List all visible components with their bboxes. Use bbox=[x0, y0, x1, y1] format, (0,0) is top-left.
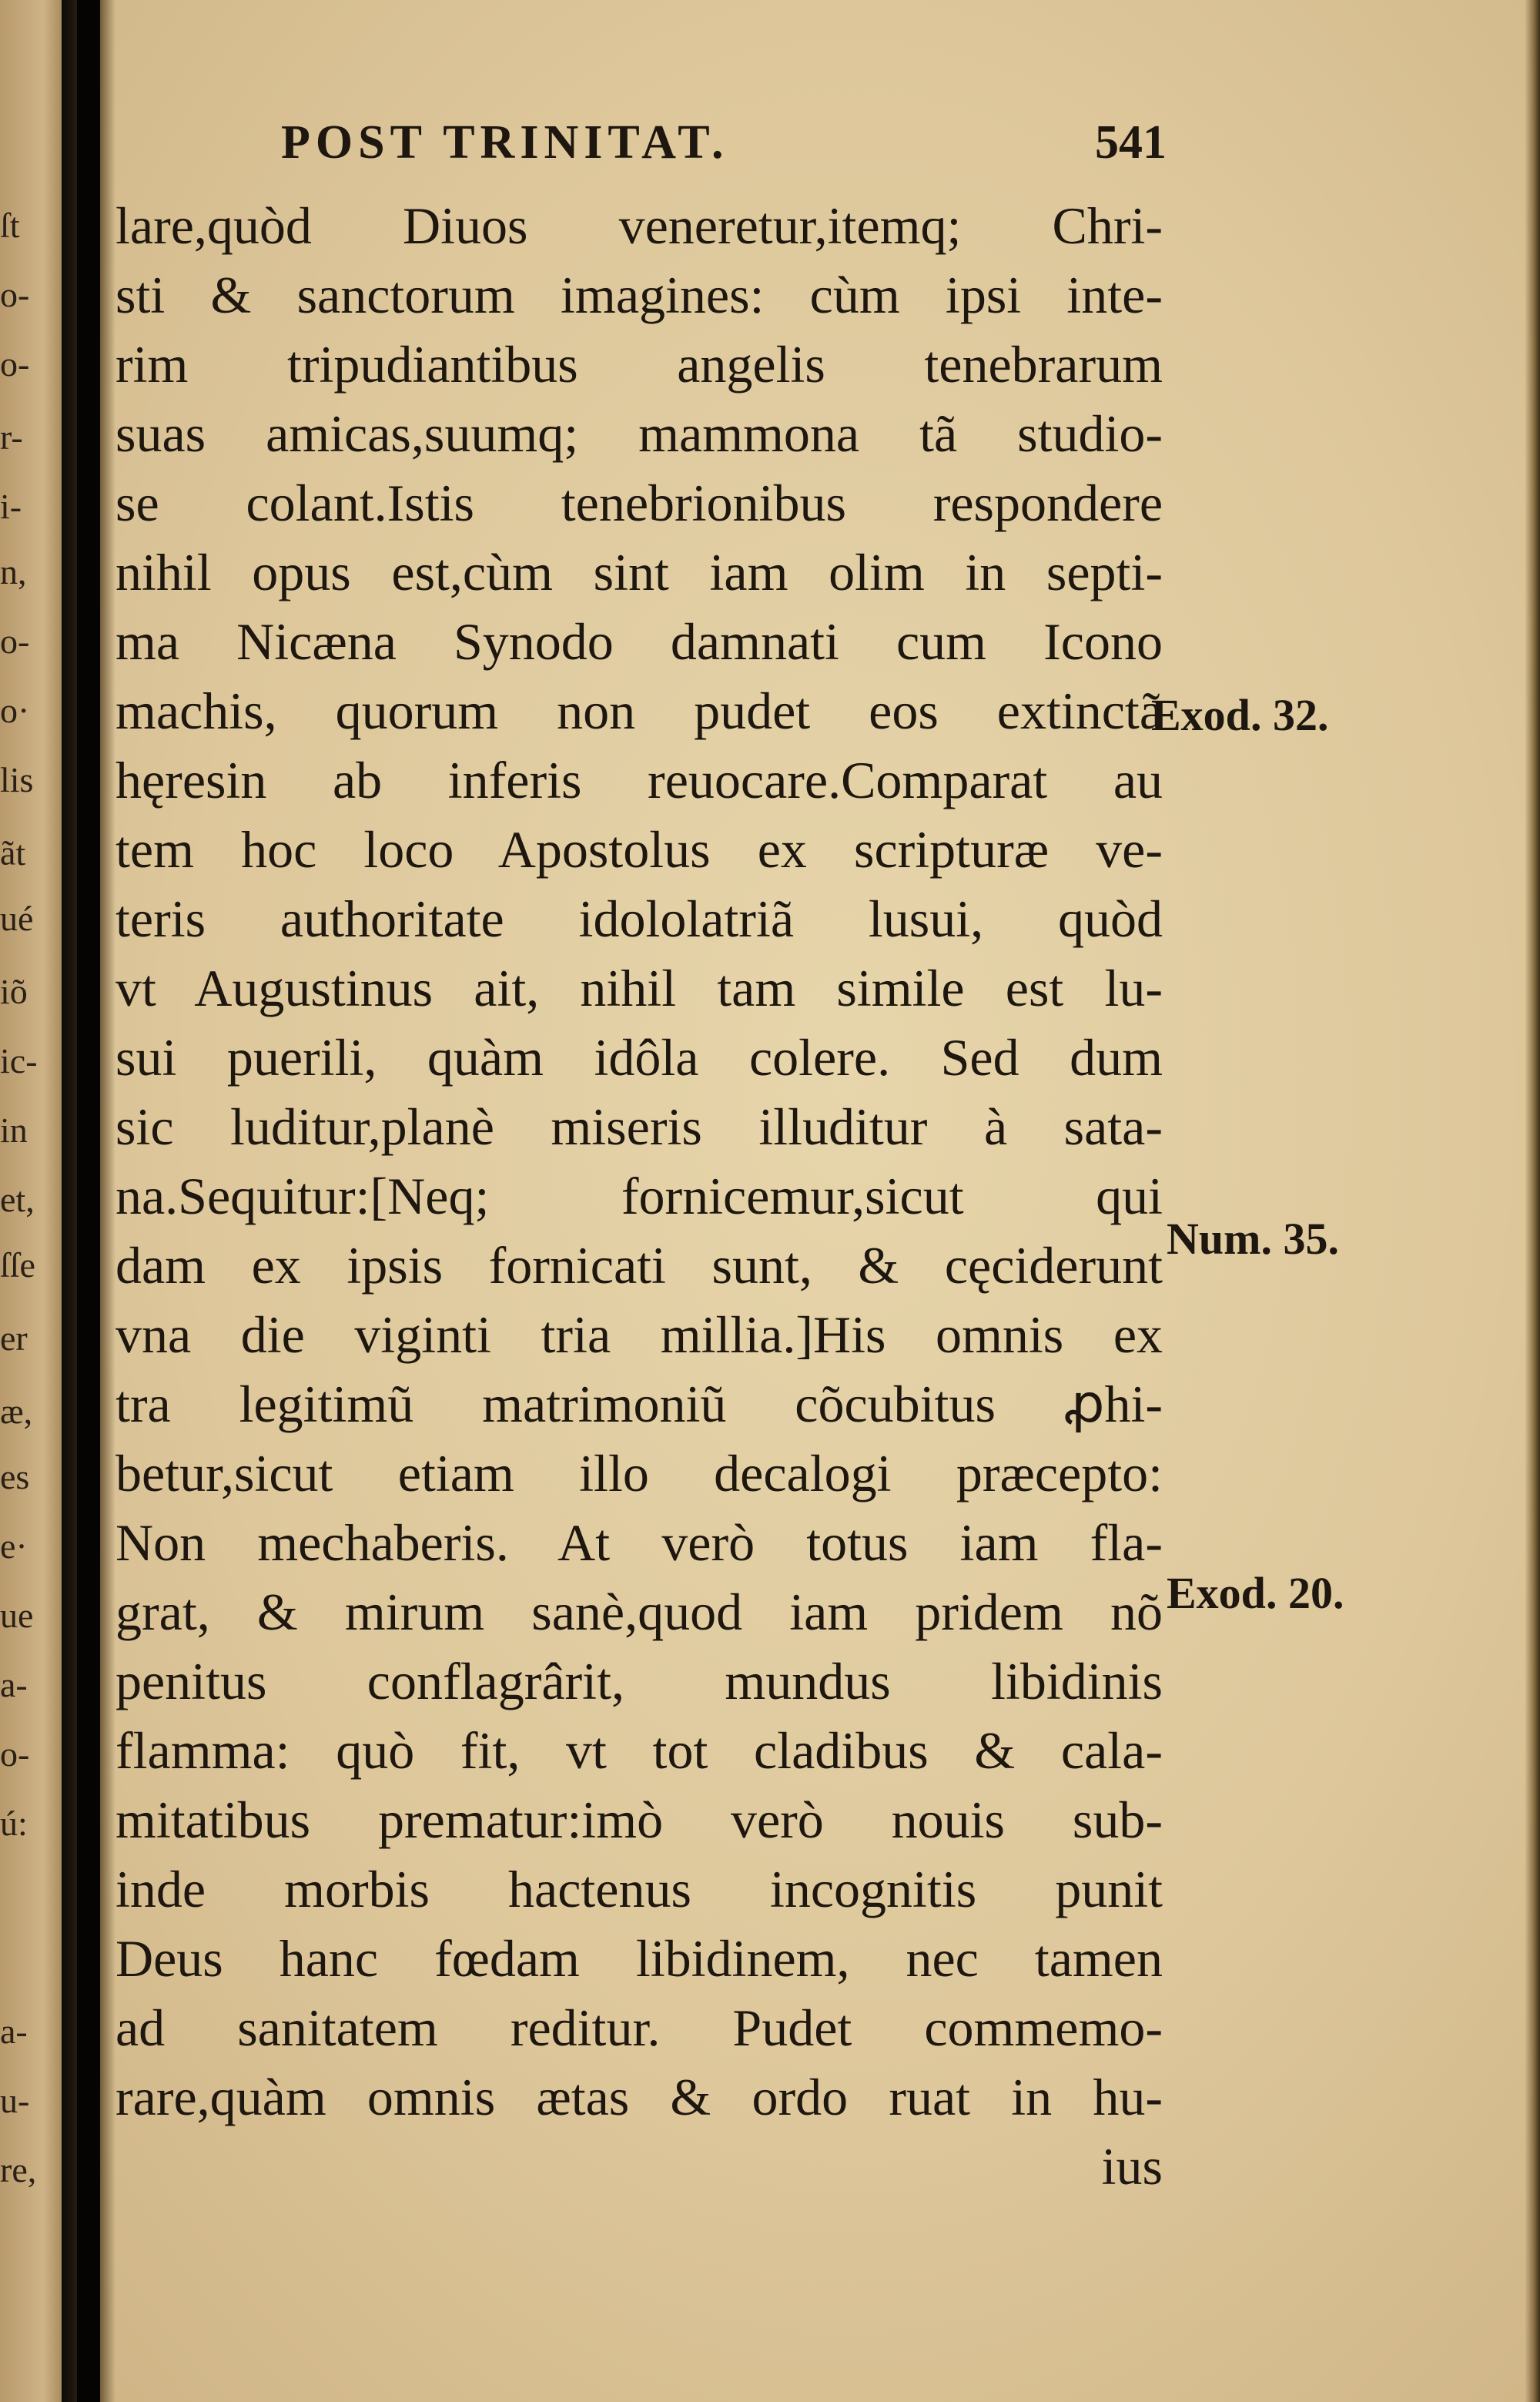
text-line: vt Augustinus ait, nihil tam simile est lu- bbox=[116, 959, 1163, 1017]
text-line: se colant.Istis tenebrionibus respondere bbox=[116, 474, 1163, 532]
text-line: ad sanitatem reditur. Pudet commemo- bbox=[116, 1998, 1163, 2057]
binding-gutter-line bbox=[77, 0, 100, 2402]
text-line: grat, & mirum sanè,quod iam pridem nõ bbox=[116, 1583, 1163, 1641]
facing-page-fragment: æ, bbox=[0, 1394, 33, 1429]
text-line: tra legitimũ matrimoniũ cõcubitus ꝓhi- bbox=[116, 1375, 1163, 1433]
body-text-block bbox=[116, 191, 1163, 2201]
facing-page-fragment: o- bbox=[0, 347, 30, 382]
text-line: rare,quàm omnis ætas & ordo ruat in hu- bbox=[116, 2068, 1163, 2126]
text-line: flamma: quò fit, vt tot cladibus & cala- bbox=[116, 1721, 1163, 1780]
facing-page-fragment: er bbox=[0, 1321, 28, 1356]
facing-page-fragment: n, bbox=[0, 554, 27, 590]
facing-page-fragment: a- bbox=[0, 1667, 28, 1703]
text-line: betur,sicut etiam illo decalogi præcepto: bbox=[116, 1444, 1163, 1503]
text-line: teris authoritate idololatriã lusui, quòd bbox=[116, 889, 1163, 948]
facing-page-fragment: ic- bbox=[0, 1044, 38, 1079]
facing-page-fragment: ſt bbox=[0, 208, 20, 243]
text-line: mitatibus prematur:imò verò nouis sub- bbox=[116, 1791, 1163, 1849]
catchword: ius bbox=[1101, 2137, 1163, 2196]
running-head: POST TRINITAT. bbox=[281, 116, 729, 169]
margin-note: Exod. 32. bbox=[1151, 690, 1329, 740]
text-line: lare,quòd Diuos veneretur,itemq; Chri- bbox=[116, 196, 1163, 255]
text-line: vna die viginti tria millia.]His omnis ex bbox=[116, 1305, 1163, 1364]
facing-page-fragment: ue bbox=[0, 1598, 34, 1633]
facing-page-fragment: ſſe bbox=[0, 1248, 35, 1283]
text-line: nihil opus est,cùm sint iam olim in septi- bbox=[116, 543, 1163, 601]
page-header bbox=[281, 116, 1167, 177]
facing-page-fragment: o- bbox=[0, 1737, 30, 1772]
facing-page-fragment: es bbox=[0, 1459, 30, 1495]
facing-page-fragment: o- bbox=[0, 277, 30, 313]
margin-note: Num. 35. bbox=[1167, 1214, 1339, 1264]
text-line: penitus conflagrârit, mundus libidinis bbox=[116, 1652, 1163, 1710]
facing-page-fragment: i- bbox=[0, 489, 22, 524]
text-line: machis, quorum non pudet eos extinctã bbox=[116, 682, 1163, 740]
text-line: Deus hanc fœdam libidinem, nec tamen bbox=[116, 1929, 1163, 1988]
facing-page-fragment: o· bbox=[0, 693, 30, 729]
margin-note: Exod. 20. bbox=[1167, 1568, 1344, 1618]
text-line: Non mechaberis. At verò totus iam fla- bbox=[116, 1513, 1163, 1572]
page-edge-shadow bbox=[1525, 0, 1540, 2402]
facing-page-strip bbox=[0, 0, 62, 2402]
text-line: rim tripudiantibus angelis tenebrarum bbox=[116, 335, 1163, 394]
text-line: dam ex ipsis fornicati sunt, & cęciderunt bbox=[116, 1236, 1163, 1295]
text-line: inde morbis hactenus incognitis punit bbox=[116, 1860, 1163, 1918]
text-line: sti & sanctorum imagines: cùm ipsi inte- bbox=[116, 266, 1163, 324]
facing-page-fragment: et, bbox=[0, 1182, 35, 1218]
facing-page-fragment: ué bbox=[0, 901, 34, 936]
text-line: tem hoc loco Apostolus ex scripturæ ve- bbox=[116, 820, 1163, 879]
facing-page-fragment: o- bbox=[0, 624, 30, 659]
facing-page-fragment: u- bbox=[0, 2083, 30, 2119]
text-line: sui puerili, quàm idôla colere. Sed dum bbox=[116, 1028, 1163, 1087]
facing-page-fragment: iõ bbox=[0, 974, 28, 1010]
facing-page-fragment: e· bbox=[0, 1529, 28, 1564]
text-line: sic luditur,planè miseris illuditur à sata- bbox=[116, 1097, 1163, 1156]
facing-page-fragment: r- bbox=[0, 420, 23, 455]
facing-page-fragment: ú: bbox=[0, 1806, 28, 1841]
facing-page-fragment: re, bbox=[0, 2152, 37, 2188]
text-line: ma Nicæna Synodo damnati cum Icono bbox=[116, 612, 1163, 671]
page-number: 541 bbox=[1095, 116, 1167, 169]
text-line: suas amicas,suumq; mammona tã studio- bbox=[116, 404, 1163, 463]
text-line: na.Sequitur:[Neq; fornicemur,sicut qui bbox=[116, 1167, 1163, 1225]
facing-page-fragment: lis bbox=[0, 762, 34, 798]
text-line: hęresin ab inferis reuocare.Comparat au bbox=[116, 751, 1163, 809]
facing-page-fragment: in bbox=[0, 1113, 28, 1148]
facing-page-fragment: ãt bbox=[0, 836, 26, 871]
facing-page-fragment: a- bbox=[0, 2014, 28, 2049]
